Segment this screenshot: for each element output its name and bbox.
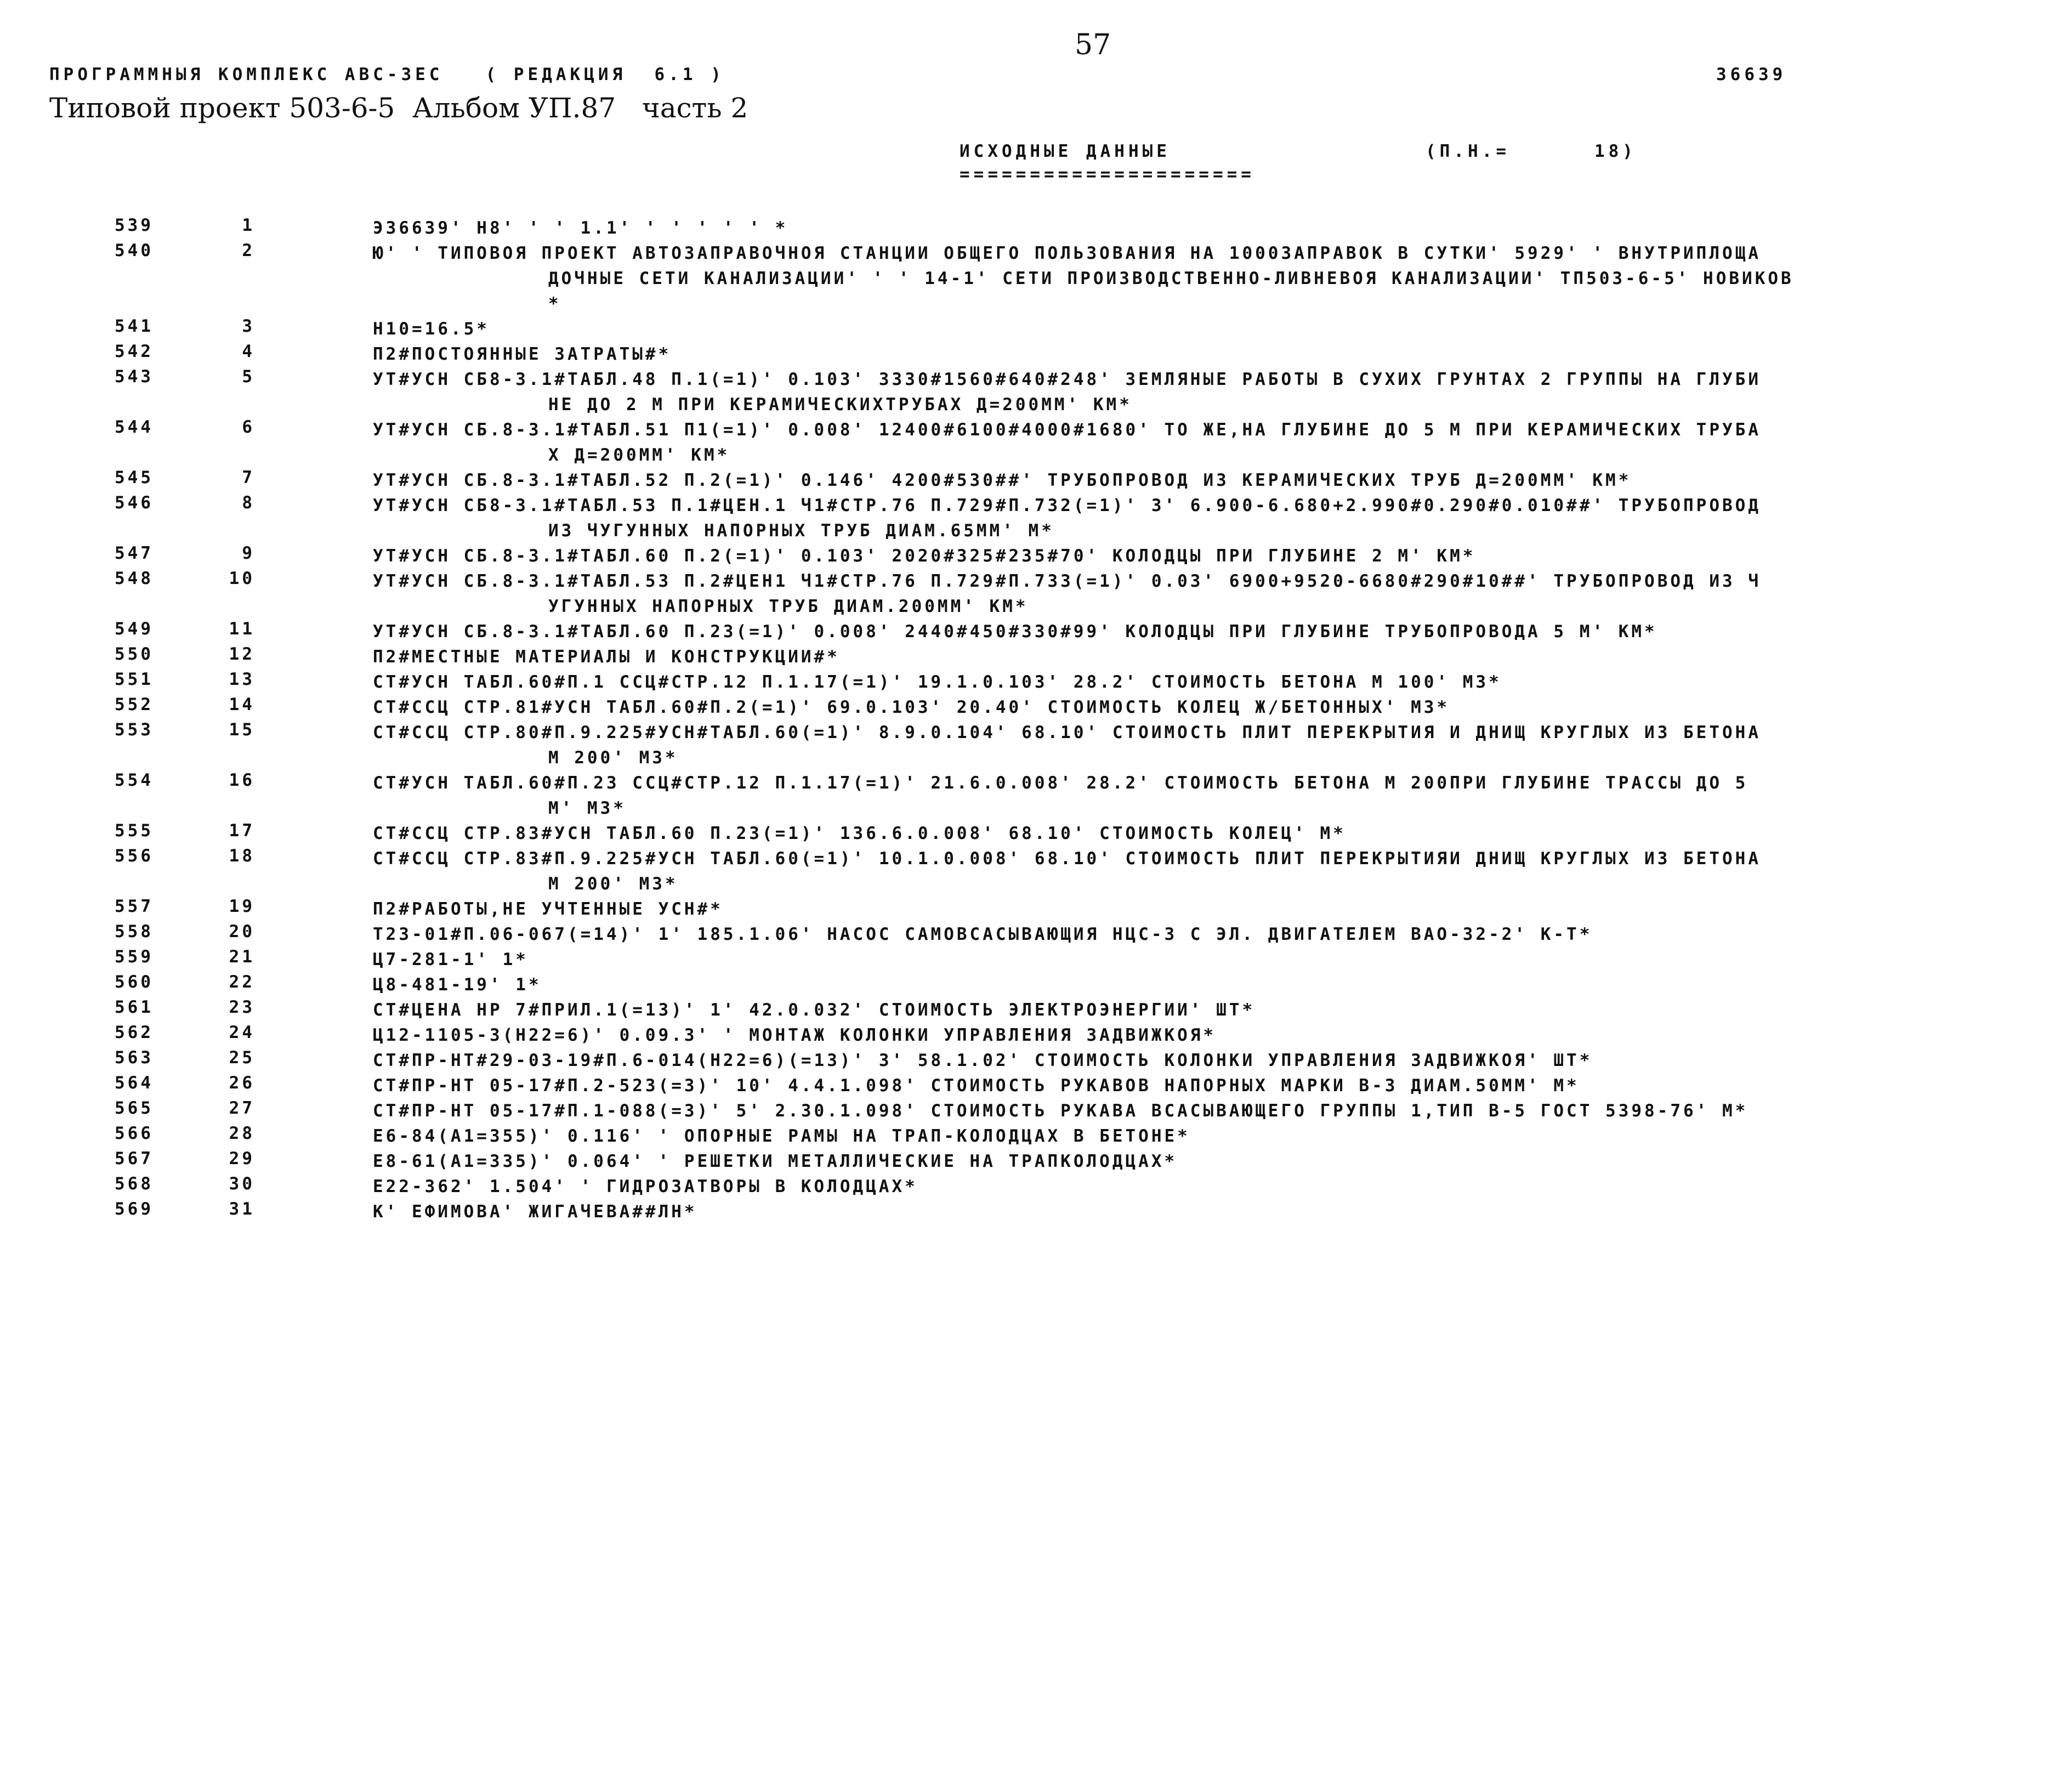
- listing-row: [0, 720, 2072, 770]
- line-number: 555: [115, 821, 154, 841]
- line-number: 569: [115, 1199, 154, 1219]
- data-listing: [0, 215, 2072, 1224]
- record-text-line: Ю' ' ТИПОВОЯ ПРОЕКТ АВТОЗАПРАВОЧНОЯ СТАНЦИИ ОБЩЕГО ПОЛЬЗОВАНИЯ НА 1000ЗАПРАВОК В СУТКИ' 5929' ' ВНУТРИПЛОЩА: [373, 243, 1762, 263]
- record-text-line: УТ#УСН СБ.8-3.1#ТАБЛ.60 П.23(=1)' 0.008' 2440#450#330#99' КОЛОДЦЫ ПРИ ГЛУБИНЕ ТРУБОПРОВОДА 5 М' КМ*: [373, 622, 1657, 642]
- record-index: 28: [229, 1124, 255, 1143]
- record-text: [373, 316, 2029, 342]
- record-text-line: УГУННЫХ НАПОРНЫХ ТРУБ ДИАМ.200ММ' КМ*: [548, 597, 1029, 616]
- listing-row: [0, 342, 2072, 367]
- record-index: 6: [242, 417, 255, 437]
- line-number: 551: [115, 670, 154, 689]
- listing-row: [0, 417, 2072, 468]
- line-number: 540: [115, 241, 154, 260]
- listing-row: [0, 670, 2072, 695]
- record-index: 20: [229, 922, 255, 941]
- line-number: 552: [115, 695, 154, 714]
- line-number: 563: [115, 1048, 154, 1068]
- record-text-line: СТ#ПР-НТ 05-17#П.2-523(=3)' 10' 4.4.1.098' СТОИМОСТЬ РУКАВОВ НАПОРНЫХ МАРКИ В-3 ДИАМ.50ММ' М*: [373, 1076, 1580, 1096]
- listing-row: [0, 1199, 2072, 1224]
- record-index: 8: [242, 493, 255, 513]
- record-text: [373, 997, 2029, 1023]
- record-index: 19: [229, 897, 255, 916]
- listing-row: [0, 619, 2072, 644]
- record-text-line: *: [548, 294, 561, 314]
- listing-row: [0, 897, 2072, 922]
- listing-row: [0, 695, 2072, 720]
- record-text-line: УТ#УСН СБ.8-3.1#ТАБЛ.53 П.2#ЦЕН1 Ч1#СТР.76 П.729#П.733(=1)' 0.03' 6900+9520-6680#290#10##' ТРУБОПРОВОД ИЗ Ч: [373, 571, 1762, 591]
- record-text: [373, 215, 2029, 241]
- record-text-line: М' М3*: [548, 798, 626, 818]
- record-index: 27: [229, 1098, 255, 1118]
- listing-row: [0, 922, 2072, 947]
- record-index: 4: [242, 342, 255, 361]
- section-title: ИСХОДНЫЕ ДАННЫЕ: [960, 141, 1171, 161]
- record-text: [373, 644, 2029, 670]
- record-index: 29: [229, 1149, 255, 1169]
- record-index: 13: [229, 670, 255, 689]
- program-line: ПРОГРАММНЫЯ КОМПЛЕКС АВС-ЗЕС ( РЕДАКЦИЯ 6.1 ): [49, 65, 725, 84]
- record-text: [373, 241, 2029, 316]
- record-text-line: Т23-01#П.06-067(=14)' 1' 185.1.06' НАСОС САМОВСАСЫВАЮЩИЯ НЦС-3 С ЭЛ. ДВИГАТЕЛЕМ ВАО-32-2' К-Т*: [373, 924, 1593, 944]
- listing-row: [0, 1073, 2072, 1098]
- record-text-line: Ц12-1105-3(Н22=6)' 0.09.3' ' МОНТАЖ КОЛОНКИ УПРАВЛЕНИЯ ЗАДВИЖКОЯ*: [373, 1025, 1217, 1045]
- line-number: 544: [115, 417, 154, 437]
- record-text: [373, 619, 2029, 644]
- listing-row: [0, 215, 2072, 241]
- record-text: [373, 770, 2029, 821]
- record-text: [373, 1149, 2029, 1174]
- section-underline: =====================: [960, 165, 1255, 184]
- line-number: 549: [115, 619, 154, 639]
- listing-row: [0, 543, 2072, 569]
- line-number: 548: [115, 569, 154, 588]
- line-number: 550: [115, 644, 154, 664]
- record-text: [373, 1098, 2029, 1124]
- record-text: [373, 493, 2029, 543]
- record-index: 12: [229, 644, 255, 664]
- record-text-line: Х Д=200ММ' КМ*: [548, 445, 730, 465]
- record-text-line: П2#ПОСТОЯННЫЕ ЗАТРАТЫ#*: [373, 344, 672, 364]
- record-text-line: Ц7-281-1' 1*: [373, 950, 529, 969]
- line-number: 564: [115, 1073, 154, 1093]
- record-text-line: Э36639' Н8' ' ' 1.1' ' ' ' ' ' *: [373, 218, 788, 238]
- record-index: 25: [229, 1048, 255, 1068]
- listing-row: [0, 821, 2072, 846]
- record-text: [373, 1048, 2029, 1073]
- record-index: 16: [229, 770, 255, 790]
- listing-row: [0, 1174, 2072, 1199]
- record-index: 31: [229, 1199, 255, 1219]
- line-number: 562: [115, 1023, 154, 1042]
- record-text-line: СТ#ССЦ СТР.81#УСН ТАБЛ.60#П.2(=1)' 69.0.103' 20.40' СТОИМОСТЬ КОЛЕЦ Ж/БЕТОННЫХ' М3*: [373, 697, 1450, 717]
- listing-row: [0, 997, 2072, 1023]
- line-number: 568: [115, 1174, 154, 1194]
- record-text-line: СТ#УСН ТАБЛ.60#П.1 ССЦ#СТР.12 П.1.17(=1)' 19.1.0.103' 28.2' СТОИМОСТЬ БЕТОНА М 100' М3*: [373, 672, 1502, 692]
- listing-row: [0, 1149, 2072, 1174]
- listing-row: [0, 972, 2072, 997]
- document-id: 36639: [1716, 65, 1787, 84]
- line-number: 566: [115, 1124, 154, 1143]
- record-text-line: М 200' М3*: [548, 874, 678, 894]
- record-text-line: УТ#УСН СБ.8-3.1#ТАБЛ.60 П.2(=1)' 0.103' 2020#325#235#70' КОЛОДЦЫ ПРИ ГЛУБИНЕ 2 М' КМ*: [373, 546, 1476, 566]
- record-index: 15: [229, 720, 255, 740]
- record-text: [373, 569, 2029, 619]
- record-index: 30: [229, 1174, 255, 1194]
- record-text-line: СТ#ССЦ СТР.83#П.9.225#УСН ТАБЛ.60(=1)' 10.1.0.008' 68.10' СТОИМОСТЬ ПЛИТ ПЕРЕКРЫТИЯИ ДНИЩ КРУГЛЫХ ИЗ БЕТОНА: [373, 849, 1762, 869]
- record-text: [373, 367, 2029, 417]
- record-text: [373, 1073, 2029, 1098]
- line-number: 556: [115, 846, 154, 866]
- listing-row: [0, 1023, 2072, 1048]
- line-number: 545: [115, 468, 154, 487]
- record-text-line: ДОЧНЫЕ СЕТИ КАНАЛИЗАЦИИ' ' ' 14-1' СЕТИ ПРОИЗВОДСТВЕННО-ЛИВНЕВОЯ КАНАЛИЗАЦИИ' ТП503-6-5' НОВИКОВ: [548, 269, 1794, 288]
- record-index: 23: [229, 997, 255, 1017]
- listing-row: [0, 1098, 2072, 1124]
- listing-row: [0, 316, 2072, 342]
- line-number: 565: [115, 1098, 154, 1118]
- record-text-line: Е6-84(А1=355)' 0.116' ' ОПОРНЫЕ РАМЫ НА ТРАП-КОЛОДЦАХ В БЕТОНЕ*: [373, 1126, 1190, 1146]
- line-number: 543: [115, 367, 154, 387]
- record-index: 10: [229, 569, 255, 588]
- line-number: 546: [115, 493, 154, 513]
- line-number: 553: [115, 720, 154, 740]
- listing-row: [0, 1048, 2072, 1073]
- record-text: [373, 543, 2029, 569]
- listing-row: [0, 846, 2072, 897]
- record-text-line: СТ#УСН ТАБЛ.60#П.23 ССЦ#СТР.12 П.1.17(=1)' 21.6.0.008' 28.2' СТОИМОСТЬ БЕТОНА М 200ПРИ ГЛУБИНЕ ТРАССЫ ДО 5: [373, 773, 1749, 793]
- record-text-line: УТ#УСН СБ.8-3.1#ТАБЛ.52 П.2(=1)' 0.146' 4200#530##' ТРУБОПРОВОД ИЗ КЕРАМИЧЕСКИХ ТРУБ Д=200ММ' КМ*: [373, 470, 1632, 490]
- record-text-line: Н10=16.5*: [373, 319, 490, 339]
- record-text-line: М 200' М3*: [548, 748, 678, 768]
- listing-row: [0, 1124, 2072, 1149]
- record-index: 22: [229, 972, 255, 992]
- record-index: 5: [242, 367, 255, 387]
- line-number: 541: [115, 316, 154, 336]
- page-number: 57: [1075, 29, 1111, 61]
- listing-row: [0, 468, 2072, 493]
- record-index: 14: [229, 695, 255, 714]
- record-index: 17: [229, 821, 255, 841]
- record-index: 3: [242, 316, 255, 336]
- record-text-line: ИЗ ЧУГУННЫХ НАПОРНЫХ ТРУБ ДИАМ.65ММ' М*: [548, 521, 1054, 541]
- line-number: 554: [115, 770, 154, 790]
- record-text-line: НЕ ДО 2 М ПРИ КЕРАМИЧЕСКИХТРУБАХ Д=200ММ' КМ*: [548, 395, 1132, 415]
- listing-row: [0, 367, 2072, 417]
- section-reference: (П.Н.= 18): [1426, 141, 1637, 161]
- record-text: [373, 417, 2029, 468]
- line-number: 560: [115, 972, 154, 992]
- line-number: 539: [115, 215, 154, 235]
- line-number: 567: [115, 1149, 154, 1169]
- record-text: [373, 1199, 2029, 1224]
- record-index: 7: [242, 468, 255, 487]
- record-text-line: СТ#ЦЕНА НР 7#ПРИЛ.1(=13)' 1' 42.0.032' СТОИМОСТЬ ЭЛЕКТРОЭНЕРГИИ' ШТ*: [373, 1000, 1256, 1020]
- record-text: [373, 897, 2029, 922]
- record-text-line: УТ#УСН СБ.8-3.1#ТАБЛ.51 П1(=1)' 0.008' 12400#6100#4000#1680' ТО ЖЕ,НА ГЛУБИНЕ ДО 5 М ПРИ КЕРАМИЧЕСКИХ ТРУБА: [373, 420, 1762, 440]
- record-index: 24: [229, 1023, 255, 1042]
- record-text-line: Е22-362' 1.504' ' ГИДРОЗАТВОРЫ В КОЛОДЦАХ*: [373, 1177, 918, 1196]
- record-index: 26: [229, 1073, 255, 1093]
- record-index: 1: [242, 215, 255, 235]
- line-number: 558: [115, 922, 154, 941]
- record-index: 21: [229, 947, 255, 967]
- record-text: [373, 821, 2029, 846]
- listing-row: [0, 493, 2072, 543]
- listing-row: [0, 241, 2072, 316]
- record-text-line: Е8-61(А1=335)' 0.064' ' РЕШЕТКИ МЕТАЛЛИЧЕСКИЕ НА ТРАПКОЛОДЦАХ*: [373, 1152, 1178, 1171]
- line-number: 559: [115, 947, 154, 967]
- record-text-line: УТ#УСН СБ8-3.1#ТАБЛ.53 П.1#ЦЕН.1 Ч1#СТР.76 П.729#П.732(=1)' 3' 6.900-6.680+2.990#0.290#0.010##' ТРУБОПРОВОД: [373, 496, 1762, 515]
- record-text-line: СТ#ПР-НТ 05-17#П.1-088(=3)' 5' 2.30.1.098' СТОИМОСТЬ РУКАВА ВСАСЫВАЮЩЕГО ГРУППЫ 1,ТИП В-5 ГОСТ 5398-76' М*: [373, 1101, 1749, 1121]
- record-text-line: СТ#ПР-НТ#29-03-19#П.6-014(Н22=6)(=13)' 3' 58.1.02' СТОИМОСТЬ КОЛОНКИ УПРАВЛЕНИЯ ЗАДВИЖКОЯ' ШТ*: [373, 1051, 1593, 1070]
- record-text-line: СТ#ССЦ СТР.80#П.9.225#УСН#ТАБЛ.60(=1)' 8.9.0.104' 68.10' СТОИМОСТЬ ПЛИТ ПЕРЕКРЫТИЯ И ДНИЩ КРУГЛЫХ ИЗ БЕТОНА: [373, 723, 1762, 742]
- record-text: [373, 1124, 2029, 1149]
- record-text: [373, 972, 2029, 997]
- record-text: [373, 947, 2029, 972]
- record-text: [373, 670, 2029, 695]
- record-text: [373, 695, 2029, 720]
- project-title: Типовой проект 503-6-5 Альбом УП.87 часть 2: [49, 92, 748, 124]
- record-text: [373, 846, 2029, 897]
- record-text: [373, 468, 2029, 493]
- record-index: 9: [242, 543, 255, 563]
- record-text-line: СТ#ССЦ СТР.83#УСН ТАБЛ.60 П.23(=1)' 136.6.0.008' 68.10' СТОИМОСТЬ КОЛЕЦ' М*: [373, 824, 1346, 843]
- record-text-line: УТ#УСН СБ8-3.1#ТАБЛ.48 П.1(=1)' 0.103' 3330#1560#640#248' ЗЕМЛЯНЫЕ РАБОТЫ В СУХИХ ГРУНТАХ 2 ГРУППЫ НА ГЛУБИ: [373, 370, 1762, 389]
- listing-row: [0, 644, 2072, 670]
- record-text: [373, 342, 2029, 367]
- listing-row: [0, 569, 2072, 619]
- line-number: 561: [115, 997, 154, 1017]
- record-text: [373, 1023, 2029, 1048]
- record-text-line: Ц8-481-19' 1*: [373, 975, 542, 995]
- listing-row: [0, 947, 2072, 972]
- record-text-line: П2#РАБОТЫ,НЕ УЧТЕННЫЕ УСН#*: [373, 899, 723, 919]
- record-index: 11: [229, 619, 255, 639]
- record-text: [373, 922, 2029, 947]
- line-number: 557: [115, 897, 154, 916]
- record-text: [373, 720, 2029, 770]
- record-text-line: К' ЕФИМОВА' ЖИГАЧЕВА##ЛН*: [373, 1202, 697, 1222]
- record-index: 18: [229, 846, 255, 866]
- line-number: 547: [115, 543, 154, 563]
- record-index: 2: [242, 241, 255, 260]
- line-number: 542: [115, 342, 154, 361]
- listing-row: [0, 770, 2072, 821]
- record-text: [373, 1174, 2029, 1199]
- record-text-line: П2#МЕСТНЫЕ МАТЕРИАЛЫ И КОНСТРУКЦИИ#*: [373, 647, 840, 667]
